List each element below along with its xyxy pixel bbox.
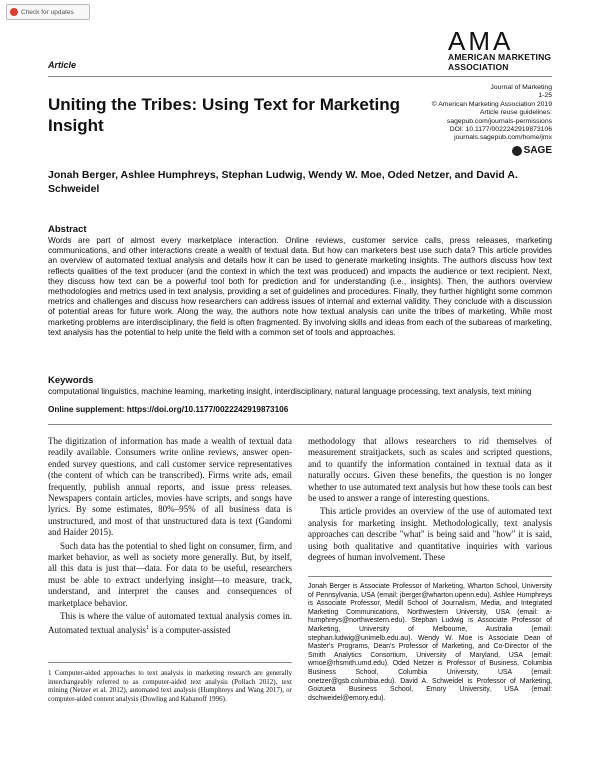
body-paragraph-with-footnote xyxy=(48,611,292,636)
ama-logo xyxy=(448,26,568,72)
sage-icon xyxy=(512,146,522,156)
body-paragraph-text: This is where the value of automated textual analysis comes in. Automated textual analysis xyxy=(48,611,292,635)
ama-logo-mark: AMA xyxy=(448,26,514,56)
footnote-ref[interactable]: 1 xyxy=(145,624,149,631)
copyright: © American Marketing Association 2019 xyxy=(431,100,552,108)
abstract-heading: Abstract xyxy=(48,224,87,235)
author-affiliations: Jonah Berger is Associate Professor of Marketing, Wharton School, University of Pennsylvania, USA (email: jberger@wharton.upenn.edu). Ashlee Humphreys is Associate Professor, Medill School of Journalism, Media, and Integrated Marketing Communications, Northwestern University, USA (email: a-humphreys@northwestern.edu). Stephan Ludwig is Associate Professor of Marketing, University of Melbourne, Australia (email: stephan.ludwig@unimelb.edu.au). Wendy W. Moe is Associate Dean of Master's Programs, Dean's Professor of Marketing, and Co-Director of the Smith Analytics Consortium, University of Maryland, USA (email: wmoe@rhsmith.umd.edu). Oded Netzer is Professor of Business, Columbia Business School, Columbia University, USA (email: onetzer@gsb.columbia.edu). David A. Schweidel is Professor of Marketing, Goizueta Business School, Emory University, USA (email: dschweidel@emory.edu). xyxy=(308,576,552,703)
keywords-section xyxy=(48,375,552,397)
journal-name: Journal of Marketing xyxy=(490,84,552,91)
body-column-left xyxy=(48,436,292,638)
keywords-heading: Keywords xyxy=(48,375,94,386)
ama-logo-line1: AMERICAN MARKETING xyxy=(448,52,552,62)
reuse-guidelines-label: Article reuse guidelines: xyxy=(479,109,552,117)
footnote: 1 Computer-aided approaches to text analysis in marketing research are generally interchangeably referred to as computer-aided text analysis (Pollach 2012), text mining (Netzer et al. 2012), automated text analysis (Humphreys and Wang 2017), or computer-aided content analysis (Dowling and Kabanoff 1996). xyxy=(48,662,292,703)
ama-logo-line2: ASSOCIATION xyxy=(448,62,509,72)
keywords-text: computational linguistics, machine learning, marketing insight, interdisciplinary, natural language processing, text analysis, text mining xyxy=(48,387,532,396)
sage-logo xyxy=(512,145,552,156)
body-column-right xyxy=(308,436,552,565)
abstract-section xyxy=(48,224,552,338)
author-list: Jonah Berger, Ashlee Humphreys, Stephan Ludwig, Wendy W. Moe, Oded Netzer, and David A. Schweidel xyxy=(48,169,518,195)
body-paragraph-tail: is a computer-assisted xyxy=(148,624,231,635)
section-label: Article xyxy=(48,60,77,70)
check-for-updates-badge[interactable] xyxy=(6,4,90,20)
journal-meta xyxy=(372,84,552,143)
sage-label: SAGE xyxy=(523,145,552,156)
body-paragraph: The digitization of information has made a wealth of textual data readily available. Consumers write online reviews, answer open-ended survey questions, and call customer service representatives (the content of which can be transcribed). Firms write ads, email frequently, publish annual reports, and issue press releases. Newspapers contain articles, movies have scripts, and songs have lyrics. By some estimates, 80%–95% of all business data is unstructured, and most of that unstructured data is text (Gandomi and Haider 2015). xyxy=(48,436,292,538)
doi-link[interactable]: DOI: 10.1177/0022242919873106 xyxy=(449,126,552,134)
crossmark-icon xyxy=(10,8,18,16)
permissions-link[interactable]: sagepub.com/journals-permissions xyxy=(446,117,552,125)
mid-divider xyxy=(48,424,552,425)
article-title: Uniting the Tribes: Using Text for Marketing Insight xyxy=(48,95,400,135)
abstract-text: Words are part of almost every marketplace interaction. Online reviews, customer service calls, press releases, marketing communications, and other interactions create a wealth of textual data. But how can marketers best use such data? This article provides an overview of automated textual analysis and details how it can be used to generate marketing insights. The authors discuss how text reflects qualities of the text producer (and the context in which the text was produced) and impacts the audience or text recipient. Next, they discuss how text can be a powerful tool both for prediction and for understanding (i.e., insights). Then, the authors overview methodologies and metrics used in text analysis, providing a set of guidelines and procedures. Finally, they further highlight some common metrics and challenges and discuss how researchers can address issues of internal and external validity. They conclude with a discussion of potential areas for future work. Along the way, the authors note how textual analysis can unite the tribes of marketing. While most marketing problems are interdisciplinary, the field is often fragmented. By involving skills and ideas from each of the subareas of marketing, text analysis has the potential to help unite the field with a common set of tools and approaches. xyxy=(48,236,552,337)
body-paragraph: Such data has the potential to shed light on consumer, firm, and market behavior, as well as society more generally. But, by itself, all this data is just that—data. For data to be useful, researchers must be able to extract underlying insight—to measure, track, understand, and interpret the causes and consequences of marketplace behavior. xyxy=(48,540,292,608)
top-divider xyxy=(48,76,552,77)
journal-home-link[interactable]: journals.sagepub.com/home/jmx xyxy=(454,134,552,142)
page-range: 1-25 xyxy=(538,92,552,100)
online-supplement-link[interactable]: Online supplement: https://doi.org/10.1177/0022242919873106 xyxy=(48,405,289,414)
body-paragraph: methodology that allows researchers to rid themselves of measurement straitjackets, such as scales and scripted questions, and to quantify the information contained in textual data as it naturally occurs. Given these benefits, the question is no longer whether to use automated text analysis but how these tools can best be used to answer a range of interesting questions. xyxy=(308,436,552,504)
check-for-updates-label: Check for updates xyxy=(21,8,74,16)
body-paragraph: This article provides an overview of the use of automated text analysis for marketing insight. Methodologically, text analysis approaches can describe "what" is being said and "how" it is said, using both qualitative and quantitative inquiries with various degrees of human involvement. These xyxy=(308,506,552,563)
